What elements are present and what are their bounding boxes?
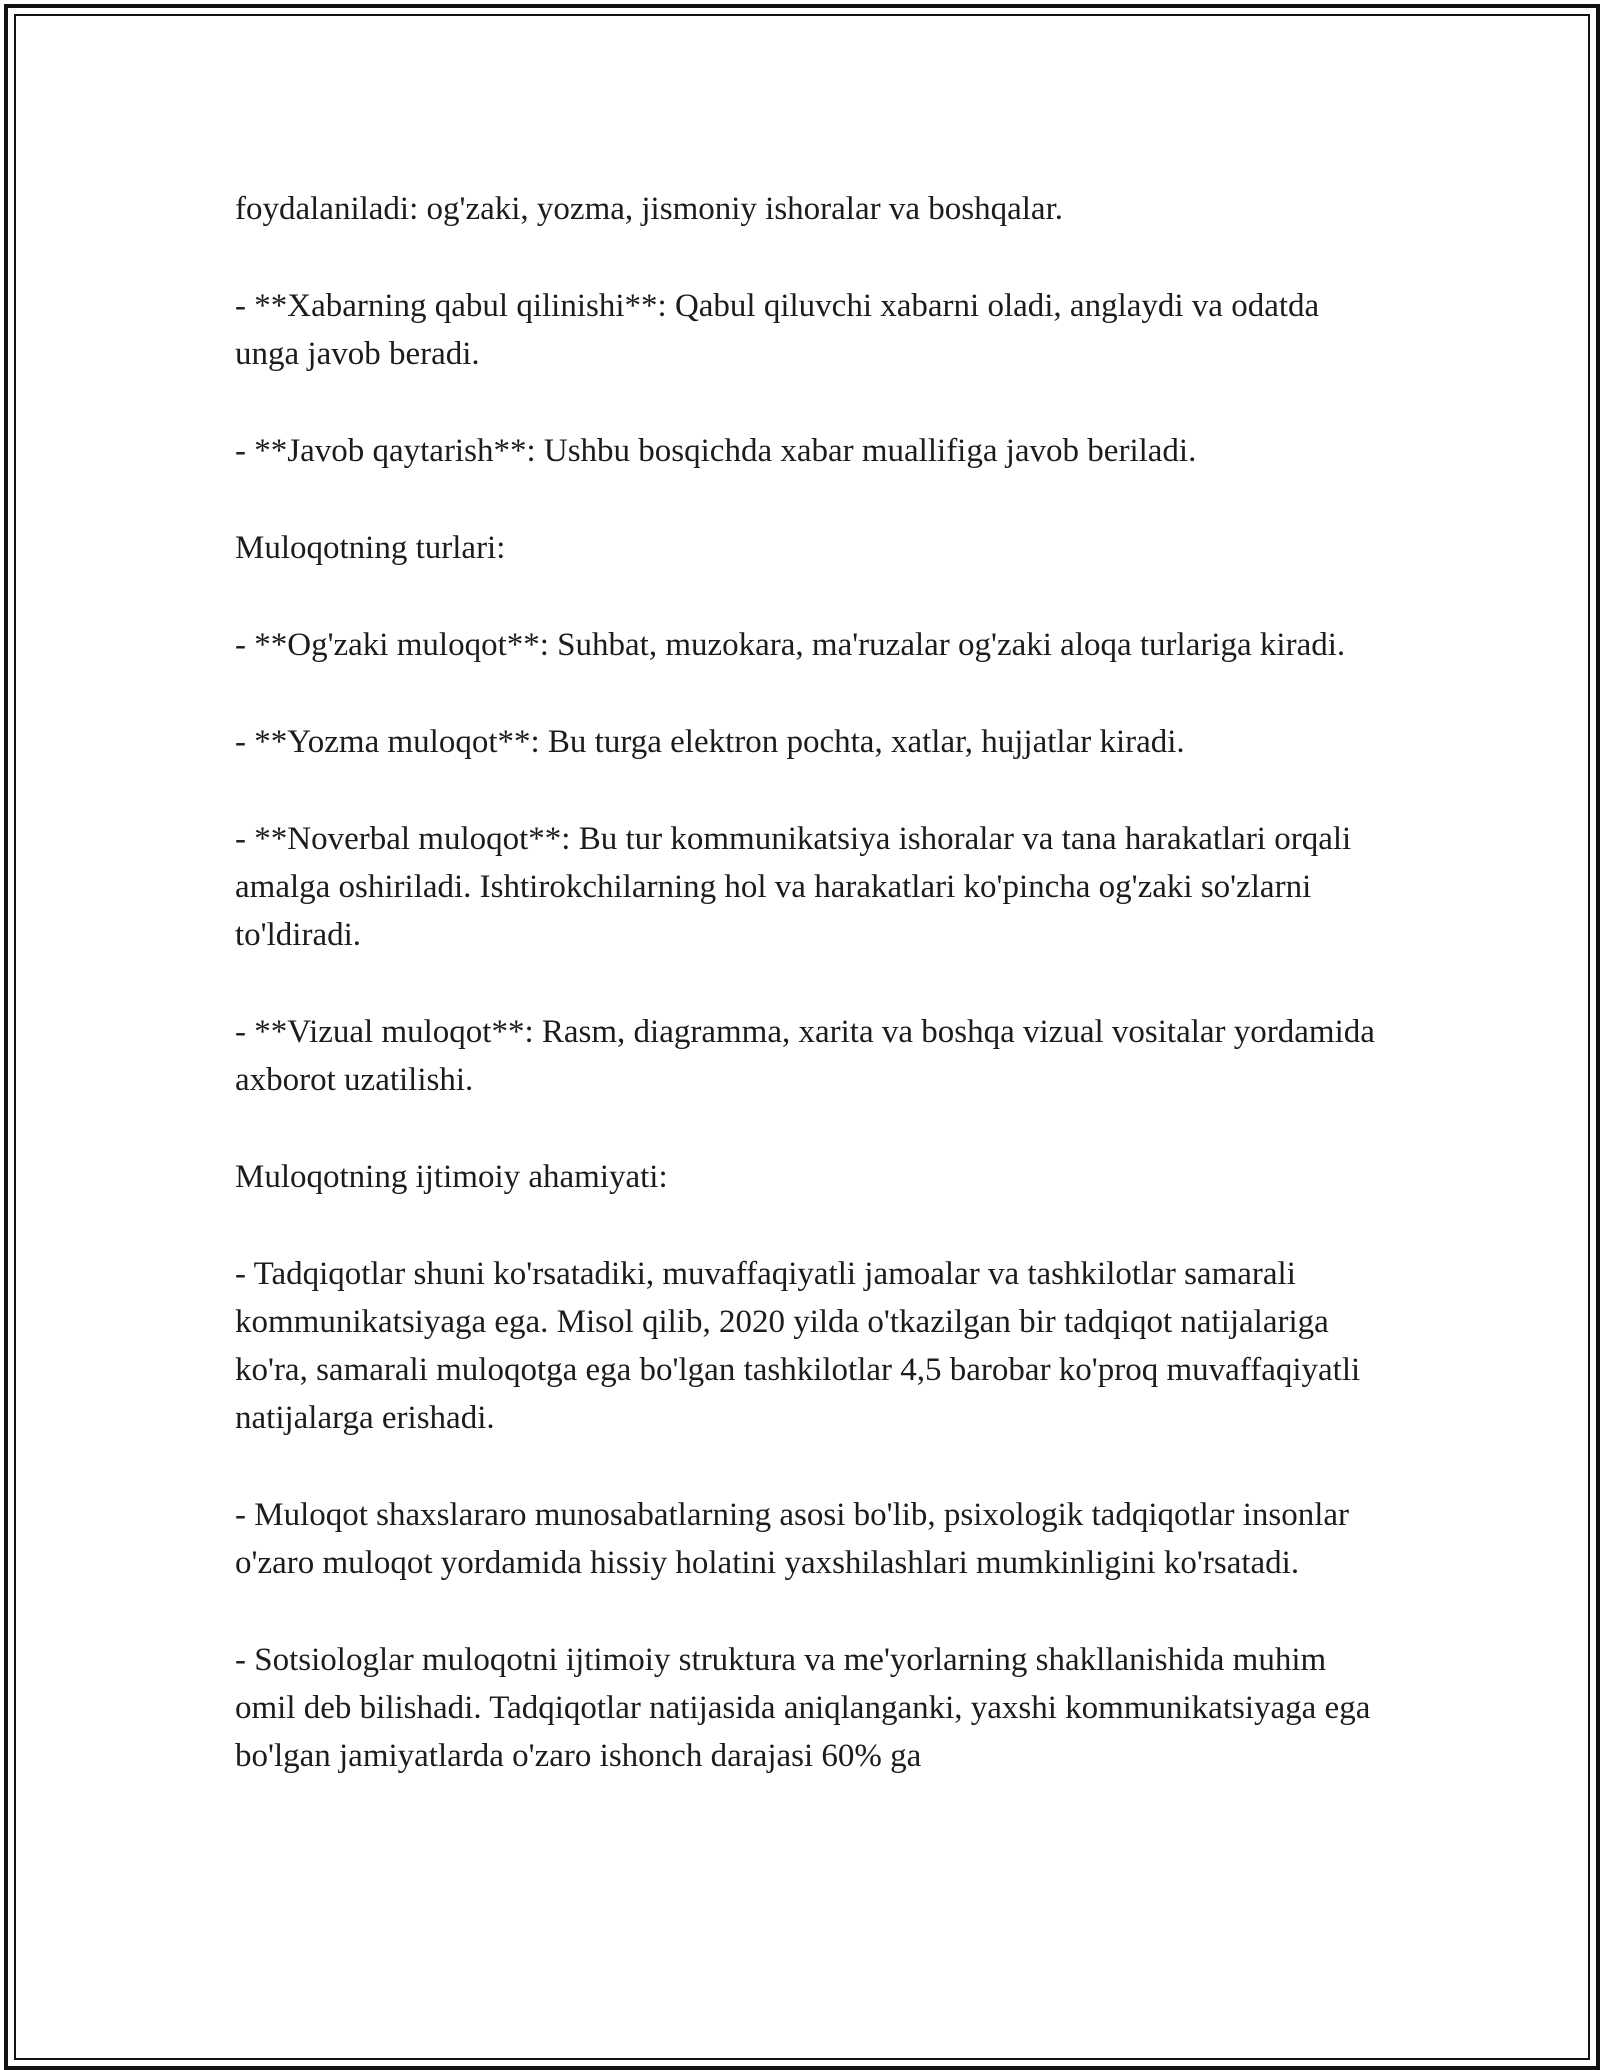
paragraph-written-communication: - **Yozma muloqot**: Bu turga elektron pochta, xatlar, hujjatlar kiradi.: [235, 724, 1185, 760]
heading-communication-types: Muloqotning turlari:: [235, 530, 506, 566]
paragraph-interpersonal: - Muloqot shaxslararo munosabatlarning asosi bo'lib, psixologik tadqiqotlar insonlar o'zaro muloqot yordamida hissiy holatini yaxshilashlari mumkinligini ko'rsatadi.: [235, 1497, 1350, 1581]
paragraph-research-teams: - Tadqiqotlar shuni ko'rsatadiki, muvaffaqiyatli jamoalar va tashkilotlar samarali kommunikatsiyaga ega. Misol qilib, 2020 yilda o'tkazilgan bir tadqiqot natijalariga ko'ra, samarali muloqotga ega bo'lgan tashkilotlar 4,5 barobar ko'proq muvaffaqiyatli natijalarga erishadi.: [235, 1256, 1361, 1436]
paragraph-nonverbal-communication: - **Noverbal muloqot**: Bu tur kommunikatsiya ishoralar va tana harakatlari orqali amalga oshiriladi. Ishtirokchilarning hol va harakatlari ko'pincha og'zaki so'zlarni to'ldiradi.: [235, 821, 1352, 953]
paragraph-feedback: - **Javob qaytarish**: Ushbu bosqichda xabar muallifiga javob beriladi.: [235, 433, 1197, 469]
paragraph-message-reception: - **Xabarning qabul qilinishi**: Qabul qiluvchi xabarni oladi, anglaydi va odatda unga javob beradi.: [235, 288, 1320, 372]
paragraph-oral-communication: - **Og'zaki muloqot**: Suhbat, muzokara, ma'ruzalar og'zaki aloqa turlariga kiradi.: [235, 627, 1346, 663]
paragraph-visual-communication: - **Vizual muloqot**: Rasm, diagramma, xarita va boshqa vizual vositalar yordamida axborot uzatilishi.: [235, 1014, 1375, 1098]
paragraph-media-continuation: foydalaniladi: og'zaki, yozma, jismoniy ishoralar va boshqalar.: [235, 191, 1063, 227]
paragraph-sociologists: - Sotsiologlar muloqotni ijtimoiy struktura va me'yorlarning shakllanishida muhim omil deb bilishadi. Tadqiqotlar natijasida aniqlanganki, yaxshi kommunikatsiyaga ega bo'lgan jamiyatlarda o'zaro ishonch darajasi 60% ga: [235, 1642, 1371, 1774]
document-body: [235, 185, 1375, 1780]
heading-social-importance: Muloqotning ijtimoiy ahamiyati:: [235, 1159, 668, 1195]
